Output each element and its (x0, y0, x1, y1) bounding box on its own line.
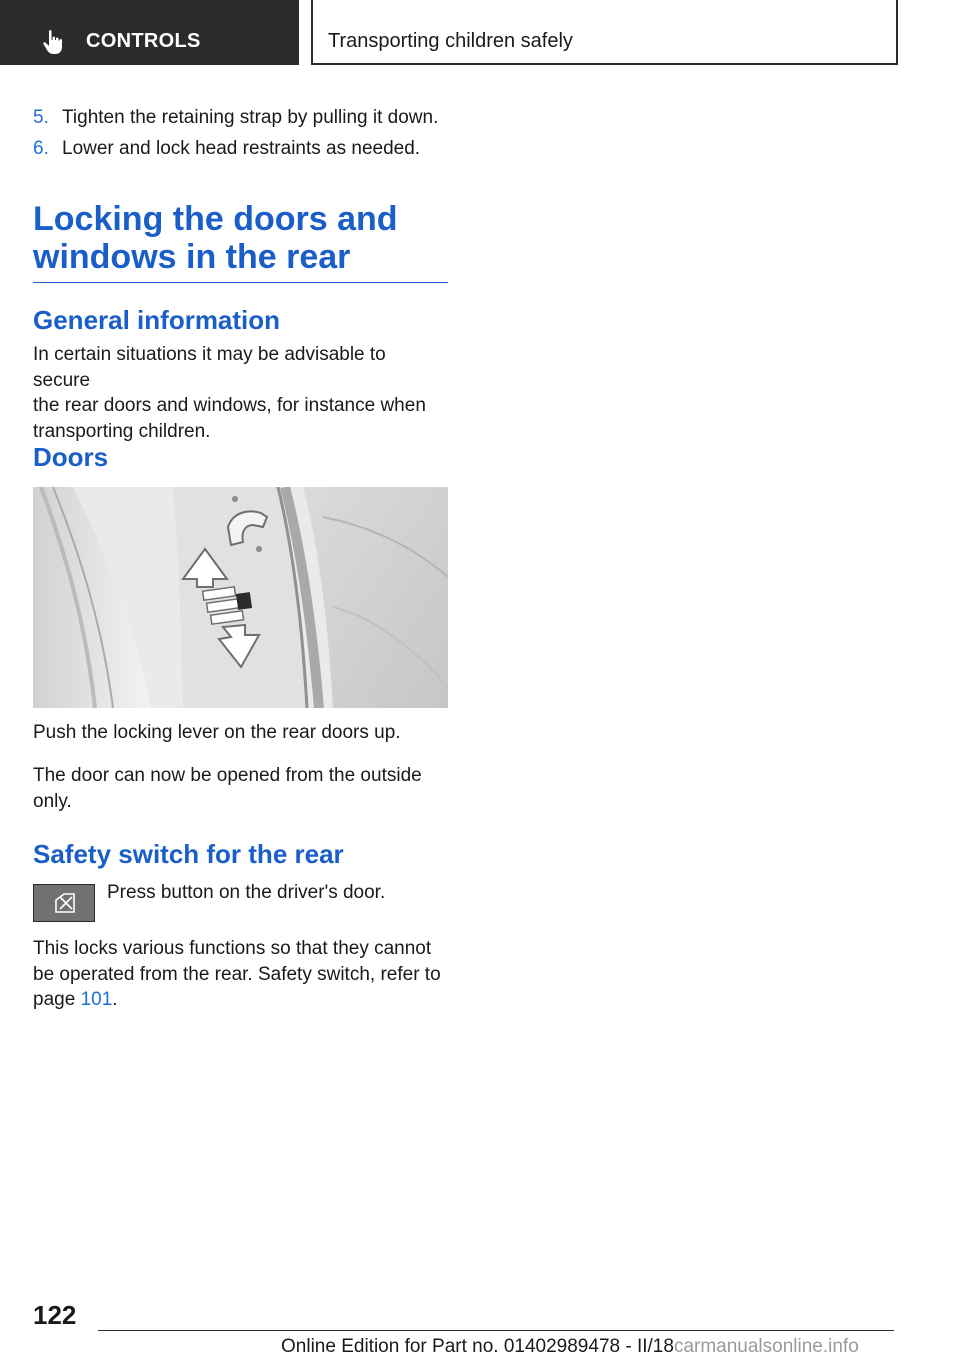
page-number: 122 (33, 1300, 77, 1330)
text-line: . (112, 989, 118, 1010)
text-line: The door can now be opened from the outside (33, 765, 422, 786)
section-label: CONTROLS (86, 30, 201, 52)
watermark-text: carmanualsonline.info (673, 1336, 859, 1357)
general-paragraph (33, 342, 448, 444)
step-number: 6. (33, 138, 49, 159)
door-lock-drawing (33, 487, 448, 708)
window-lock-icon (34, 885, 94, 921)
doors-paragraph-1: Push the locking lever on the rear doors up. (33, 722, 401, 743)
section-tab (0, 0, 299, 65)
text-line: page (33, 989, 76, 1010)
safety-heading: Safety switch for the rear (33, 839, 344, 869)
chapter-title: Transporting children safely (328, 30, 573, 52)
doors-paragraph-2 (33, 763, 448, 814)
step-text: Tighten the retaining strap by pulling it down. (62, 107, 439, 128)
general-heading: General information (33, 305, 281, 335)
main-heading-line: Locking the doors and (33, 200, 398, 238)
edition-text: Online Edition for Part no. 01402989478 - II/18 (281, 1336, 674, 1357)
safety-paragraph (33, 936, 448, 1013)
footer-edition (281, 1336, 859, 1358)
text-line: transporting children. (33, 420, 211, 442)
text-line: In certain situations it may be advisable to secure (33, 344, 386, 391)
button-caption: Press button on the driver's door. (107, 882, 386, 903)
door-lock-illustration (33, 487, 448, 708)
text-line: This locks various functions so that they cannot (33, 938, 432, 959)
text-line: be operated from the rear. Safety switch, refer to (33, 963, 441, 985)
hand-pointer-icon (40, 28, 68, 56)
footer-divider (98, 1330, 894, 1331)
safety-switch-button-image (33, 884, 95, 922)
main-heading-line: windows in the rear (33, 238, 351, 276)
doors-heading: Doors (33, 442, 109, 472)
step-text: Lower and lock head restraints as needed. (62, 138, 421, 159)
text-line: the rear doors and windows, for instance when (33, 395, 426, 416)
main-heading (33, 200, 448, 283)
page-reference-link[interactable]: 101 (80, 989, 113, 1010)
step-number: 5. (33, 107, 49, 128)
text-line: only. (33, 790, 72, 812)
chapter-header (311, 0, 898, 65)
